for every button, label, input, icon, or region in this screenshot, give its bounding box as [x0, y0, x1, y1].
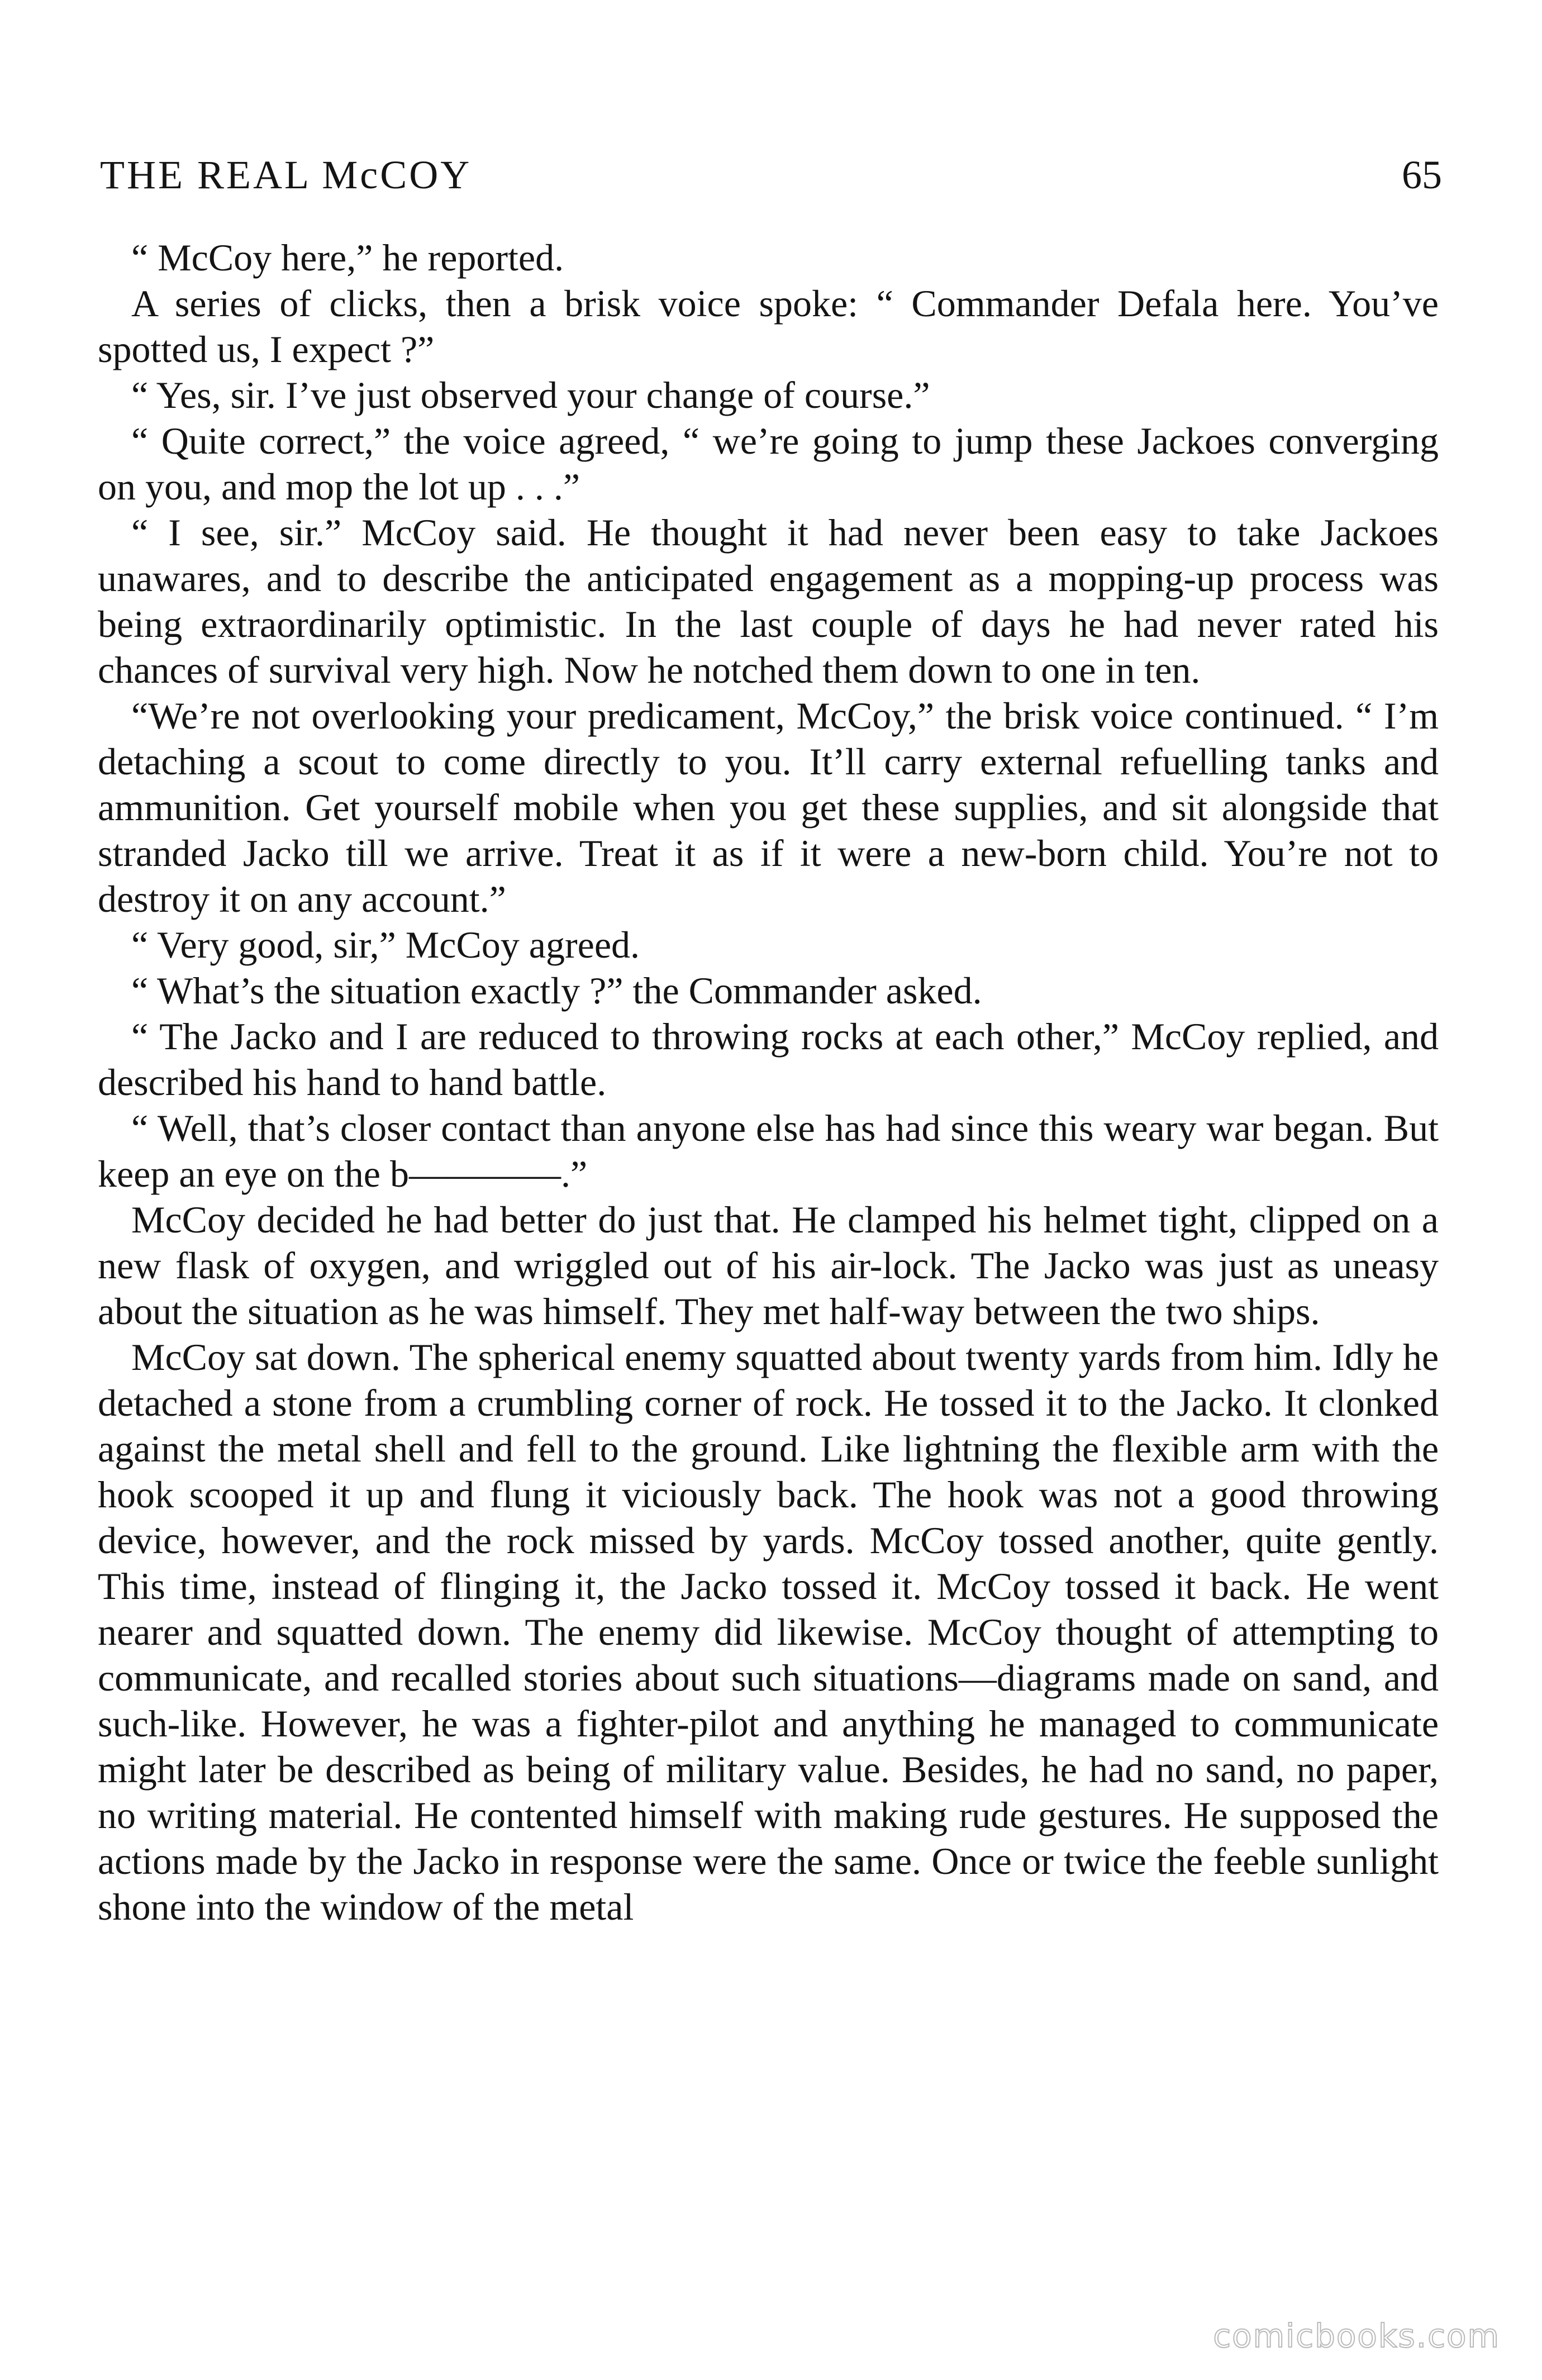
paragraph: “ Well, that’s closer contact than anyone else has had since this weary war began. But keep an eye on the b————.”: [98, 1107, 1439, 1195]
page-number: 65: [1402, 153, 1442, 197]
paragraph: A series of clicks, then a brisk voice spoke: “ Commander Defala here. You’ve spotted us, I expect ?”: [98, 282, 1439, 370]
paragraph: “ Quite correct,” the voice agreed, “ we’re going to jump these Jackoes converging on you, and mop the lot up . . .”: [98, 420, 1439, 508]
paragraph: “ The Jacko and I are reduced to throwing rocks at each other,” McCoy replied, and described his hand to hand battle.: [98, 1015, 1439, 1103]
paragraph: McCoy sat down. The spherical enemy squatted about twenty yards from him. Idly he detached a stone from a crumbling corner of rock. He tossed it to the Jacko. It clonked against the metal shell and fell to the ground. Like lightning the flexible arm with the hook scooped it up and flung it viciously back. The hook was not a good throwing device, however, and the rock missed by yards. McCoy tossed another, quite gently. This time, instead of flinging it, the Jacko tossed it. McCoy tossed it back. He went nearer and squatted down. The enemy did likewise. McCoy thought of attempting to communicate, and recalled stories about such situations—diagrams made on sand, and such-like. However, he was a fighter-pilot and anything he managed to communicate might later be described as being of military value. Besides, he had no sand, no paper, no writing material. He contented himself with making rude gestures. He supposed the actions made by the Jacko in response were the same. Once or twice the feeble sunlight shone into the window of the metal: [98, 1336, 1439, 1928]
paragraph: “We’re not overlooking your predicament, McCoy,” the brisk voice continued. “ I’m detaching a scout to come directly to you. It’ll carry external refuelling tanks and ammunition. Get yourself mobile when you get these supplies, and sit alongside that stranded Jacko till we arrive. Treat it as if it were a new-born child. You’re not to destroy it on any account.”: [98, 694, 1439, 920]
paragraph: “ I see, sir.” McCoy said. He thought it had never been easy to take Jackoes unawares, and to describe the anticipated engagement as a mopping-up process was being extraordinarily optimistic. In the last couple of days he had never rated his chances of survival very high. Now he notched them down to one in ten.: [98, 511, 1439, 691]
running-head: [98, 151, 1442, 218]
paragraph: “ Very good, sir,” McCoy agreed.: [131, 924, 640, 966]
paragraph: McCoy decided he had better do just that. He clamped his helmet tight, clipped on a new flask of oxygen, and wriggled out of his air-lock. The Jacko was just as uneasy about the situation as he was himself. They met half-way between the two ships.: [98, 1198, 1439, 1332]
paragraph: “ McCoy here,” he reported.: [131, 236, 564, 279]
paragraph: “ What’s the situation exactly ?” the Commander asked.: [131, 969, 982, 1012]
book-page: [98, 151, 1442, 2285]
running-title: THE REAL McCOY: [100, 153, 472, 197]
watermark: comicbooks.com: [1213, 2317, 1500, 2355]
body-text: [98, 235, 1439, 1930]
paragraph: “ Yes, sir. I’ve just observed your change of course.”: [131, 374, 930, 416]
